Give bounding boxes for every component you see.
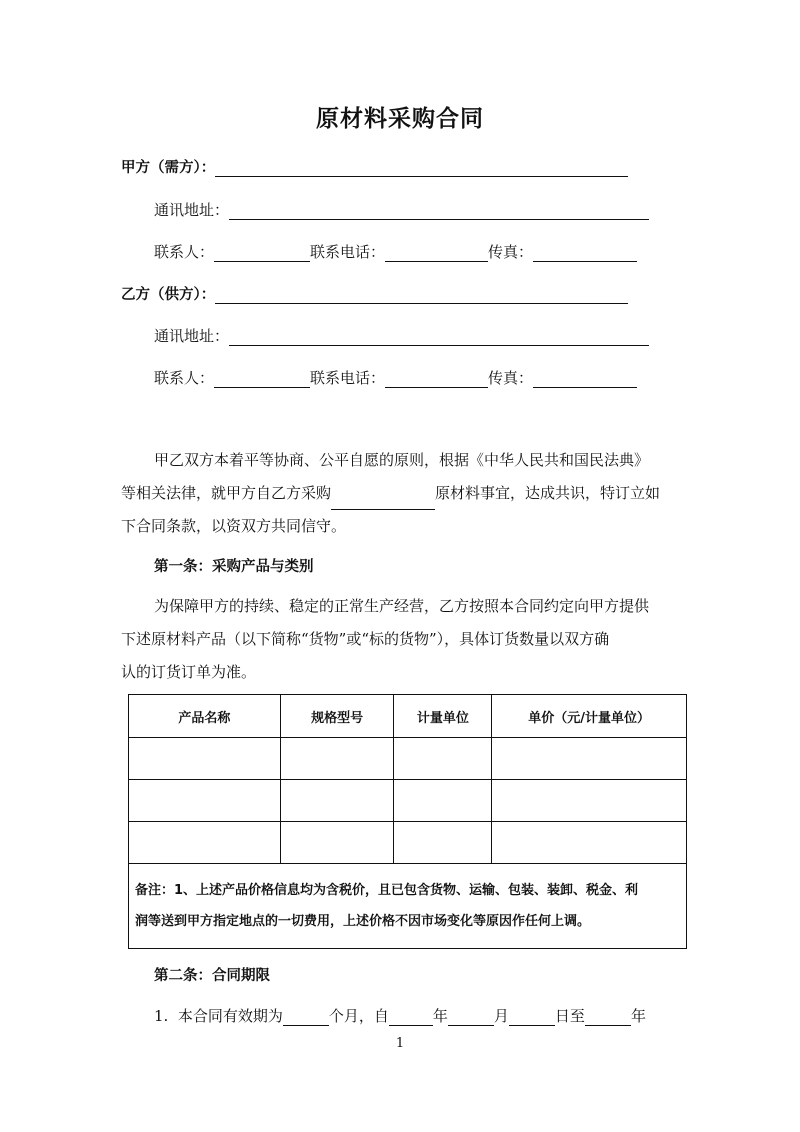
- article-2-item-1: [154, 1005, 646, 1026]
- party-a-fax-blank[interactable]: [533, 246, 637, 262]
- intro-line-1: 甲乙双方本着平等协商、公平自愿的原则，根据《中华人民共和国民法典》: [154, 451, 650, 469]
- party-a-section: [121, 156, 628, 177]
- party-b-contact-blank[interactable]: [214, 372, 310, 388]
- table-cell[interactable]: [129, 780, 281, 822]
- header-product-name: 产品名称: [129, 695, 281, 738]
- article-1-line-1: 为保障甲方的持续、稳定的正常生产经营，乙方按照本合同约定向甲方提供: [154, 597, 650, 615]
- month-text: 月: [493, 1007, 509, 1025]
- item-number: 1.: [154, 1007, 169, 1025]
- document-title: 原材料采购合同: [316, 106, 484, 132]
- table-row: [129, 738, 687, 780]
- table-note: [129, 864, 687, 949]
- product-table: [128, 694, 687, 949]
- table-cell[interactable]: [492, 822, 687, 864]
- header-spec-model: 规格型号: [280, 695, 394, 738]
- table-row: [129, 822, 687, 864]
- start-year-blank[interactable]: [389, 1010, 433, 1026]
- day-to-text: 日至: [554, 1007, 585, 1025]
- validity-text: 本合同有效期为: [177, 1007, 283, 1025]
- party-a-phone-label: 联系电话：: [310, 243, 386, 261]
- intro-line-3: 下合同条款，以资双方共同信守。: [121, 517, 347, 535]
- party-a-phone-blank[interactable]: [385, 246, 488, 262]
- article-1-paragraph: [121, 590, 691, 689]
- party-b-contact-label: 联系人：: [154, 369, 215, 387]
- party-b-fax-blank[interactable]: [533, 372, 637, 388]
- header-unit: 计量单位: [394, 695, 492, 738]
- party-b-contact-row: [154, 367, 637, 388]
- table-cell[interactable]: [129, 738, 281, 780]
- note-line-1: 备注：1、上述产品价格信息均为含税价，且已包含货物、运输、包装、装卸、税金、利: [135, 883, 639, 898]
- party-a-fax-label: 传真：: [488, 243, 534, 261]
- table-cell[interactable]: [394, 822, 492, 864]
- article-1-heading: 第一条：采购产品与类别: [154, 559, 314, 575]
- table-cell[interactable]: [280, 780, 394, 822]
- table-cell[interactable]: [492, 780, 687, 822]
- material-name-blank[interactable]: [331, 494, 435, 510]
- intro-line-2-start: 等相关法律，就甲方自乙方采购: [121, 484, 332, 502]
- table-cell[interactable]: [394, 738, 492, 780]
- party-b-fax-label: 传真：: [488, 369, 534, 387]
- intro-line-2-end: 原材料事宜，达成共识，特订立如: [435, 484, 661, 502]
- party-a-address-blank[interactable]: [229, 204, 649, 220]
- page-number: 1: [395, 1036, 405, 1051]
- article-1-line-3: 认的订货订单为准。: [121, 663, 257, 681]
- table-cell[interactable]: [280, 822, 394, 864]
- end-year-text: 年: [630, 1007, 646, 1025]
- table-cell[interactable]: [492, 738, 687, 780]
- table-note-row: [129, 864, 687, 949]
- party-b-phone-label: 联系电话：: [310, 369, 386, 387]
- months-blank[interactable]: [283, 1010, 329, 1026]
- table-header-row: [129, 695, 687, 738]
- party-a-contact-row: [154, 241, 637, 262]
- table-cell[interactable]: [129, 822, 281, 864]
- party-b-name-blank[interactable]: [215, 288, 628, 304]
- party-a-address-row: [154, 199, 649, 220]
- party-b-section: [121, 283, 628, 304]
- start-day-blank[interactable]: [509, 1010, 555, 1026]
- party-a-label: 甲方（需方）：: [121, 160, 216, 176]
- note-line-2: 润等送到甲方指定地点的一切费用，上述价格不因市场变化等原因作任何上调。: [135, 914, 591, 929]
- months-text: 个月，自: [328, 1007, 389, 1025]
- party-a-address-label: 通讯地址：: [154, 201, 230, 219]
- table-cell[interactable]: [394, 780, 492, 822]
- party-a-contact-label: 联系人：: [154, 243, 215, 261]
- party-b-address-blank[interactable]: [229, 330, 649, 346]
- party-b-address-row: [154, 325, 649, 346]
- end-year-blank[interactable]: [585, 1010, 631, 1026]
- article-1-line-2: 下述原材料产品（以下简称“货物”或“标的货物”），具体订货数量以双方确: [121, 630, 610, 648]
- article-2-heading: 第二条：合同期限: [154, 968, 270, 984]
- year-text: 年: [432, 1007, 448, 1025]
- intro-line-2: [121, 477, 691, 510]
- table-cell[interactable]: [280, 738, 394, 780]
- party-a-name-blank[interactable]: [215, 161, 628, 177]
- party-b-label: 乙方（供方）：: [121, 287, 216, 303]
- header-unit-price: 单价（元/计量单位）: [492, 695, 687, 738]
- party-b-phone-blank[interactable]: [385, 372, 488, 388]
- table-row: [129, 780, 687, 822]
- party-b-address-label: 通讯地址：: [154, 327, 230, 345]
- intro-paragraph: [121, 444, 691, 543]
- start-month-blank[interactable]: [448, 1010, 494, 1026]
- party-a-contact-blank[interactable]: [214, 246, 310, 262]
